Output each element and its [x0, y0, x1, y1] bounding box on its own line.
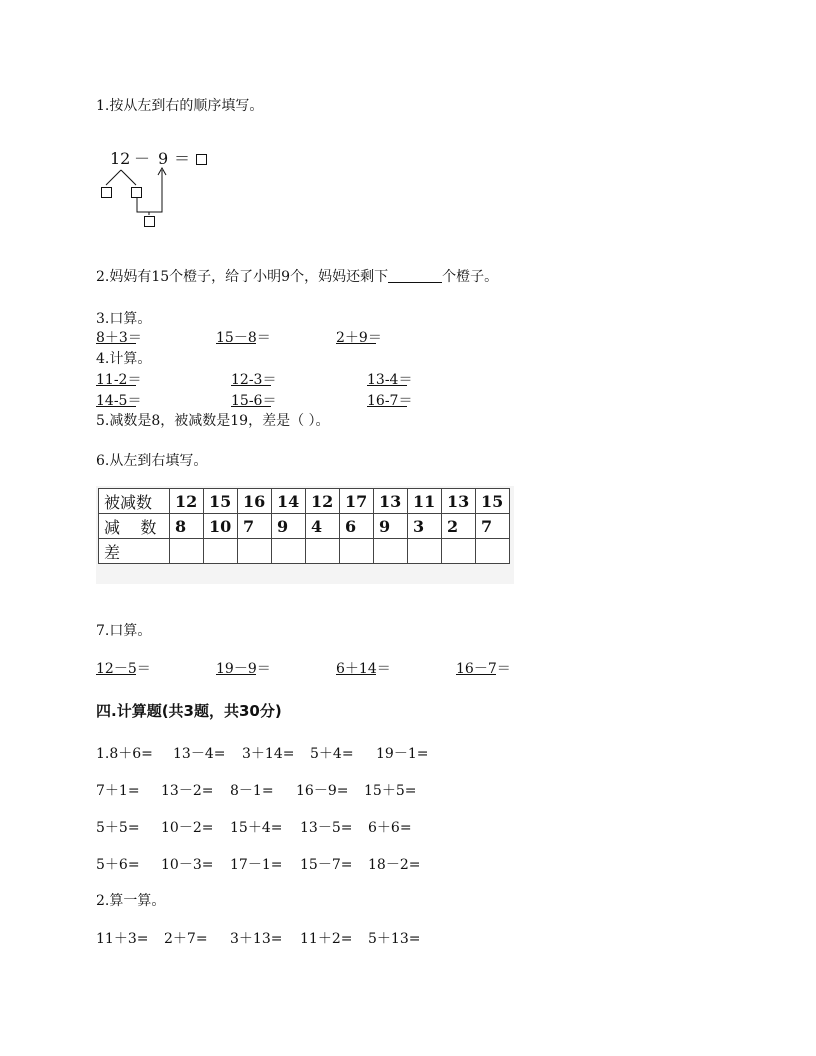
difference-cell[interactable] [374, 539, 408, 564]
answer-blank[interactable] [96, 329, 136, 344]
q4-item: 15-6＝ [231, 393, 277, 409]
subtraction-table [98, 488, 510, 564]
row-label: 被减数 [99, 489, 170, 514]
split-box-left[interactable] [101, 187, 112, 198]
calc2-title: 2.算一算。 [96, 893, 166, 909]
difference-cell[interactable] [306, 539, 340, 564]
q7-item: 19－9＝ [216, 661, 271, 677]
calc-item: 6＋6= [368, 820, 412, 836]
difference-cell[interactable] [340, 539, 374, 564]
answer-blank[interactable] [96, 392, 136, 407]
diagram-lines [96, 146, 226, 236]
minuend-cell: 12 [306, 489, 340, 514]
subtrahend-cell: 3 [408, 514, 442, 539]
answer-blank[interactable] [336, 329, 376, 344]
subtrahend-cell: 2 [442, 514, 476, 539]
answer-blank[interactable] [456, 660, 496, 675]
calc-item: 16－9= [296, 783, 349, 799]
subtrahend-cell: 4 [306, 514, 340, 539]
minuend-cell: 15 [476, 489, 510, 514]
calc-item: 8－1= [230, 783, 274, 799]
difference-cell[interactable] [476, 539, 510, 564]
calc-item: 5＋13= [368, 931, 421, 947]
answer-blank[interactable] [96, 371, 136, 386]
difference-row [99, 539, 510, 564]
subtrahend-cell: 9 [374, 514, 408, 539]
eq-minuend: 12 [110, 149, 131, 168]
difference-cell[interactable] [272, 539, 306, 564]
split-box-bottom[interactable] [144, 216, 155, 227]
q2-line [96, 268, 498, 286]
decomposition-diagram [96, 146, 226, 236]
eq-subtrahend: 9 [158, 149, 169, 168]
difference-cell[interactable] [408, 539, 442, 564]
subtrahend-cell: 9 [272, 514, 306, 539]
answer-blank[interactable] [367, 392, 407, 407]
q1-title: 1.按从左到右的顺序填写。 [96, 98, 264, 114]
calc-item: 15＋5= [364, 783, 417, 799]
calc-item: 19－1= [376, 746, 429, 762]
q3-title: 3.口算。 [96, 311, 152, 327]
subtrahend-cell: 7 [476, 514, 510, 539]
section-title: 四.计算题(共3题，共30分) [96, 702, 282, 720]
q6-title: 6.从左到右填写。 [96, 453, 208, 469]
answer-blank[interactable] [216, 660, 256, 675]
difference-cell[interactable] [170, 539, 204, 564]
q2-blank[interactable] [388, 268, 442, 283]
answer-blank[interactable] [367, 371, 407, 386]
calc-item: 10－3= [161, 857, 214, 873]
q4-item: 11-2＝ [96, 372, 142, 388]
q4-item: 16-7＝ [367, 393, 413, 409]
q4-item: 13-4＝ [367, 372, 413, 388]
calc-item: 13－4= [173, 746, 226, 762]
answer-blank[interactable] [336, 660, 376, 675]
minuend-cell: 13 [442, 489, 476, 514]
answer-blank[interactable] [96, 660, 136, 675]
calc-item: 15＋4= [230, 820, 283, 836]
minuend-row [99, 489, 510, 514]
minuend-cell: 15 [204, 489, 238, 514]
calc-item: 13－2= [161, 783, 214, 799]
calc-item: 7＋1= [96, 783, 140, 799]
calc-item: 11＋2= [300, 931, 353, 947]
calc-item: 3＋14= [242, 746, 295, 762]
calc-item: 2＋7= [164, 931, 208, 947]
subtrahend-cell: 6 [340, 514, 374, 539]
minuend-cell: 11 [408, 489, 442, 514]
q4-item: 12-3＝ [231, 372, 277, 388]
calc-item: 5＋5= [96, 820, 140, 836]
difference-cell[interactable] [204, 539, 238, 564]
calc-item: 17－1= [230, 857, 283, 873]
calc-item: 5＋6= [96, 857, 140, 873]
split-box-right[interactable] [131, 187, 142, 198]
q3-item: 15－8＝ [216, 330, 271, 346]
q7-item: 12－5＝ [96, 661, 151, 677]
eq-equals: ＝ [174, 149, 191, 168]
row-label: 减 数 [99, 514, 170, 539]
minuend-cell: 16 [238, 489, 272, 514]
minuend-cell: 13 [374, 489, 408, 514]
answer-blank[interactable] [216, 329, 256, 344]
calc-item: 15－7= [300, 857, 353, 873]
calc-item: 3＋13= [230, 931, 283, 947]
subtraction-table-wrapper [96, 486, 514, 584]
calc-item: 13－5= [300, 820, 353, 836]
q3-item: 8＋3＝ [96, 330, 142, 346]
q2-text: 2.妈妈有15个橙子，给了小明9个，妈妈还剩下 [96, 269, 389, 285]
q4-item: 14-5＝ [96, 393, 142, 409]
calc-item: 18－2= [368, 857, 421, 873]
answer-blank[interactable] [231, 371, 271, 386]
q7-item: 16－7＝ [456, 661, 511, 677]
minuend-cell: 17 [340, 489, 374, 514]
subtrahend-cell: 8 [170, 514, 204, 539]
q2-text-after: 个橙子。 [442, 269, 499, 285]
difference-cell[interactable] [238, 539, 272, 564]
calc-item: 1.8＋6= [96, 746, 153, 762]
q5-text: 5.减数是8，被减数是19，差是（ ）。 [96, 413, 330, 429]
eq-minus: － [134, 149, 151, 168]
minuend-cell: 14 [272, 489, 306, 514]
difference-cell[interactable] [442, 539, 476, 564]
answer-blank[interactable] [231, 392, 271, 407]
q4-title: 4.计算。 [96, 351, 152, 367]
q7-item: 6＋14＝ [336, 661, 391, 677]
subtrahend-cell: 7 [238, 514, 272, 539]
calc-item: 5＋4= [310, 746, 354, 762]
calc-item: 11＋3= [96, 931, 149, 947]
q7-title: 7.口算。 [96, 623, 152, 639]
subtrahend-row [99, 514, 510, 539]
q3-item: 2＋9＝ [336, 330, 382, 346]
minuend-cell: 12 [170, 489, 204, 514]
subtrahend-cell: 10 [204, 514, 238, 539]
calc-item: 10－2= [161, 820, 214, 836]
row-label: 差 [99, 539, 170, 564]
